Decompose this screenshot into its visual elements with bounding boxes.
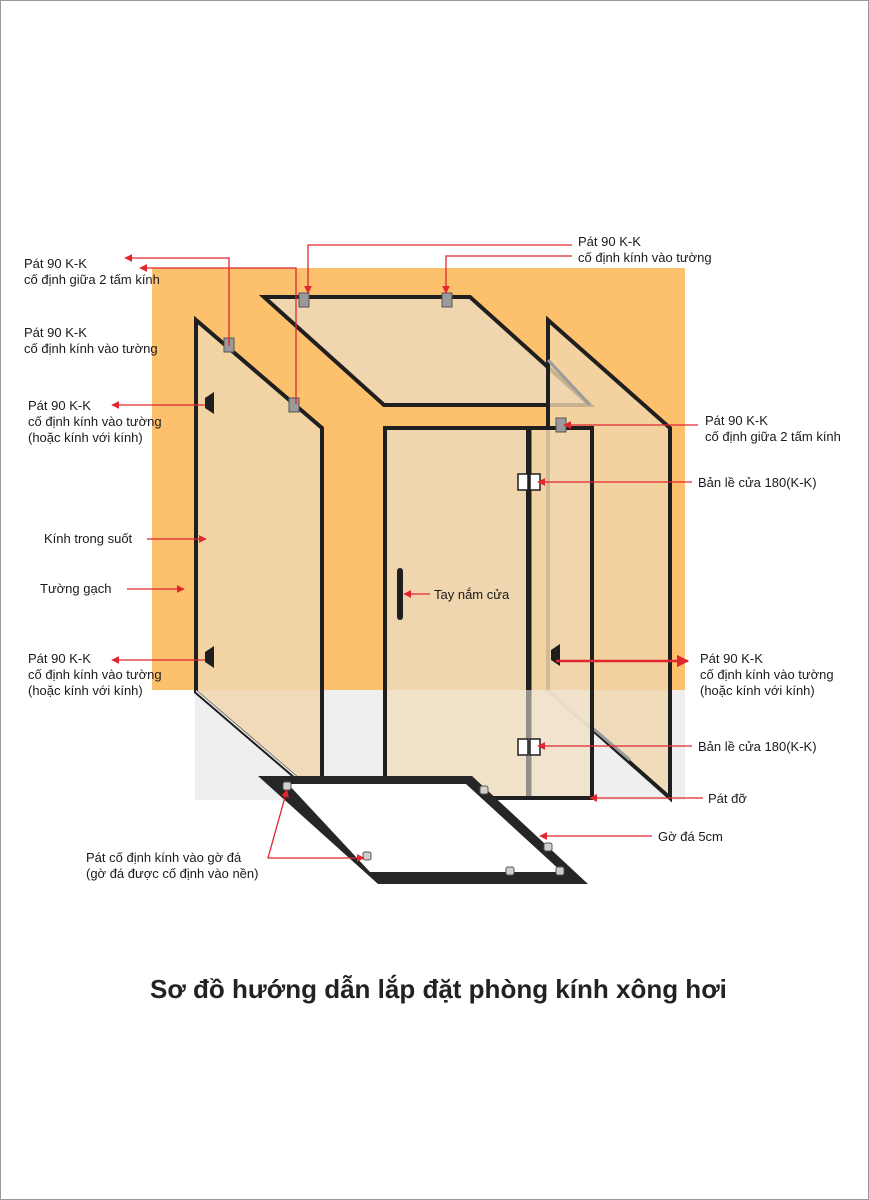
label-brick-wall: Tường gạch (40, 581, 112, 596)
label-support: Pát đỡ (708, 791, 747, 806)
label-clear-glass: Kính trong suốt (44, 531, 133, 546)
svg-text:(hoặc kính với kính): (hoặc kính với kính) (28, 430, 143, 445)
svg-text:Pát 90 K-K: Pát 90 K-K (578, 234, 641, 249)
svg-text:Pát 90 K-K: Pát 90 K-K (24, 256, 87, 271)
svg-text:cố định kính vào tường: cố định kính vào tường (28, 667, 162, 682)
label-handle: Tay nắm cửa (434, 587, 510, 602)
svg-text:cố định kính vào tường: cố định kính vào tường (28, 414, 162, 429)
svg-text:(hoặc kính với kính): (hoặc kính với kính) (28, 683, 143, 698)
svg-text:(gờ đá được cố định vào nền): (gờ đá được cố định vào nền) (86, 866, 259, 881)
label-right-2 (700, 651, 834, 698)
svg-text:Pát 90 K-K: Pát 90 K-K (24, 325, 87, 340)
diagram-title: Sơ đồ hướng dẫn lắp đặt phòng kính xông hơi (150, 974, 727, 1004)
svg-text:Pát cố định kính vào gờ đá: Pát cố định kính vào gờ đá (86, 850, 242, 865)
door-handle (397, 568, 403, 620)
label-top-right (578, 234, 712, 265)
svg-text:(hoặc kính với kính): (hoặc kính với kính) (700, 683, 815, 698)
label-top-left-1 (24, 256, 160, 287)
label-left-2 (24, 325, 158, 356)
svg-text:Pát 90 K-K: Pát 90 K-K (705, 413, 768, 428)
svg-text:Pát 90 K-K: Pát 90 K-K (28, 651, 91, 666)
svg-text:Pát 90 K-K: Pát 90 K-K (700, 651, 763, 666)
label-stone-curb: Gờ đá 5cm (658, 829, 723, 844)
svg-text:cố định kính vào tường: cố định kính vào tường (700, 667, 834, 682)
svg-text:cố định kính vào tường: cố định kính vào tường (24, 341, 158, 356)
label-left-4 (28, 651, 162, 698)
svg-text:cố định kính vào tường: cố định kính vào tường (578, 250, 712, 265)
label-hinge-1: Bản lề cửa 180(K-K) (698, 475, 817, 490)
svg-text:Pát 90 K-K: Pát 90 K-K (28, 398, 91, 413)
svg-text:cố định giữa 2 tấm kính: cố định giữa 2 tấm kính (24, 272, 160, 287)
label-right-1 (705, 413, 841, 444)
label-hinge-2: Bản lề cửa 180(K-K) (698, 739, 817, 754)
svg-text:cố định giữa 2 tấm kính: cố định giữa 2 tấm kính (705, 429, 841, 444)
label-curb-bracket (86, 850, 258, 881)
